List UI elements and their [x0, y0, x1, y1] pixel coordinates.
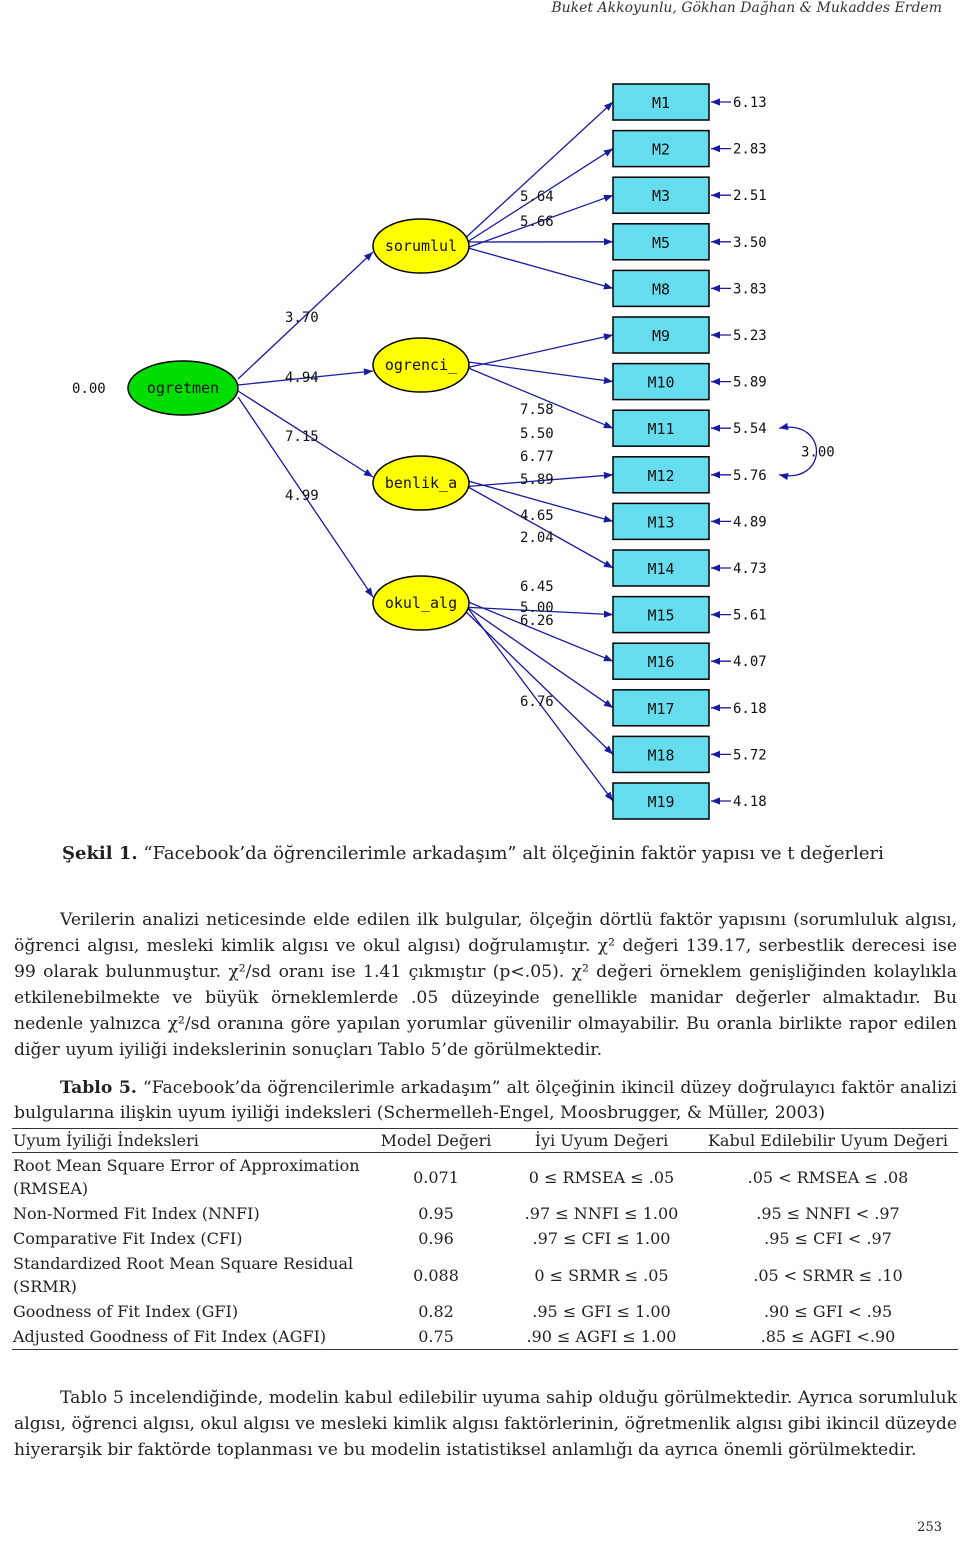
table-cell: Goodness of Fit Index (GFI) — [13, 1302, 239, 1321]
table-row — [12, 1226, 958, 1251]
loading-value: 4.65 — [520, 508, 554, 524]
item-label: M1 — [651, 94, 671, 112]
item-label: M15 — [647, 606, 675, 625]
table-caption-label: Tablo 5. — [60, 1078, 137, 1098]
error-value: 5.61 — [733, 607, 767, 624]
table-cell: 0 ≤ RMSEA ≤ .05 — [528, 1167, 675, 1187]
loading-value: 6.77 — [520, 449, 554, 465]
path-value: 3.70 — [285, 310, 319, 326]
error-value: 4.18 — [733, 794, 767, 810]
item-label: M11 — [647, 420, 675, 439]
table-cell: .05 < RMSEA ≤ .08 — [747, 1167, 909, 1187]
factor-label: okul_alg — [384, 594, 458, 612]
item-label: M19 — [647, 793, 675, 811]
error-value: 3.83 — [733, 281, 767, 298]
header-model-value: Model Değeri — [367, 1129, 505, 1153]
second-order-value: 0.00 — [72, 381, 106, 397]
item-label: M9 — [651, 327, 671, 345]
error-value: 2.83 — [733, 141, 767, 158]
error-value: 5.76 — [733, 467, 767, 484]
loading-value: 5.66 — [520, 214, 554, 230]
table-cell: .90 ≤ GFI < .95 — [763, 1302, 893, 1321]
factor-label: benlik_a — [384, 474, 458, 492]
item-label: M18 — [647, 746, 675, 765]
table-caption — [14, 1076, 957, 1126]
table-row — [12, 1324, 958, 1350]
table-row — [12, 1201, 958, 1226]
error-value: 6.13 — [733, 95, 767, 111]
header-good-fit: İyi Uyum Değeri — [505, 1129, 698, 1153]
table-cell: 0.088 — [413, 1265, 459, 1285]
table-cell: Comparative Fit Index (CFI) — [13, 1229, 243, 1248]
loading-value: 6.45 — [520, 579, 554, 595]
page-number: 253 — [917, 1520, 942, 1535]
item-label: M14 — [647, 560, 675, 578]
paragraph-results: Verilerin analizi neticesinde elde edilen ilk bulgular, ölçeğin dörtlü faktör yapısını (sorumluluk algısı, öğrenci algısı, mesleki kimlik algısı ve okul algısı) doğrulamıştır. χ² değeri 139.17, serbestlik derecesi ise 99 olarak bulunmuştur. χ²/sd oranı ise 1.41 çıkmıştır (p<.05). χ² değeri örneklem genişliğinden kolaylıkla etkilenebilmekte ve büyük örneklemlerde .05 düzeyinde genellikle manidar değerler almaktadır. Bu nedenle yalnızca χ²/sd oranına göre yapılan yorumlar güvenilir olmayabilir. Bu oranla birlikte rapor edilen diğer uyum iyiliği indekslerinin sonuçları Tablo 5’de görülmektedir. — [14, 910, 957, 1060]
figure-caption-text: “Facebook’da öğrencilerimle arkadaşım” alt ölçeğinin faktör yapısı ve t değerleri — [137, 843, 884, 864]
table-cell: .95 ≤ CFI < .97 — [764, 1229, 892, 1248]
path-value: 7.15 — [285, 429, 319, 445]
table-cell: 0.96 — [418, 1229, 454, 1248]
loading-value: 5.89 — [520, 472, 554, 488]
item-label: M2 — [651, 140, 671, 159]
loading-arrow — [461, 483, 613, 568]
fit-index-table — [12, 1128, 958, 1350]
table-cell: .95 ≤ NNFI < .97 — [756, 1204, 900, 1223]
error-value: 4.89 — [733, 514, 767, 531]
table-cell: .85 ≤ AGFI <.90 — [698, 1324, 958, 1350]
error-value: 5.72 — [733, 747, 767, 764]
error-value: 6.18 — [733, 700, 767, 717]
table-cell: 0.82 — [418, 1302, 454, 1321]
loading-arrow — [461, 246, 613, 288]
table-cell: 0.071 — [413, 1167, 459, 1187]
error-value: 4.07 — [733, 654, 767, 671]
table-cell: Adjusted Goodness of Fit Index (AGFI) — [12, 1324, 367, 1350]
error-value: 2.51 — [733, 188, 767, 205]
error-value: 5.89 — [733, 374, 767, 391]
figure-caption-label: Şekil 1. — [62, 843, 138, 864]
table-caption-text: “Facebook’da öğrencilerimle arkadaşım” alt ölçeğinin ikincil düzey doğrulayıcı faktör analizi bulgularına ilişkin uyum iyiliği indeksleri (Schermelleh-Engel, Moosbrugger, & Müller, 2003) — [14, 1078, 957, 1123]
loading-value: 6.26 — [520, 613, 554, 629]
table-row — [12, 1153, 958, 1202]
table-cell: Root Mean Square Error of Approximation (RMSEA) — [13, 1156, 360, 1198]
table-header-row — [12, 1129, 958, 1153]
table-cell: 0 ≤ SRMR ≤ .05 — [534, 1265, 669, 1285]
item-label: M17 — [647, 699, 675, 718]
loading-value: 5.64 — [520, 189, 554, 205]
table-cell: .97 ≤ CFI ≤ 1.00 — [532, 1229, 671, 1248]
table-cell: 0.75 — [367, 1324, 505, 1350]
loading-value: 5.00 — [520, 600, 554, 616]
table-cell: .95 ≤ GFI ≤ 1.00 — [532, 1302, 671, 1321]
item-label: M12 — [647, 466, 675, 485]
factor-label: sorumlul — [384, 237, 458, 255]
table-row — [12, 1299, 958, 1324]
error-value: 3.50 — [733, 234, 767, 251]
error-value: 5.54 — [733, 421, 767, 438]
table-cell: .90 ≤ AGFI ≤ 1.00 — [505, 1324, 698, 1350]
loading-value: 5.50 — [520, 426, 554, 442]
table-cell: Non-Normed Fit Index (NNFI) — [13, 1204, 260, 1223]
item-label: M8 — [651, 280, 671, 299]
running-header: Buket Akkoyunlu, Gökhan Dağhan & Mukaddes Erdem — [551, 0, 942, 16]
item-label: M16 — [647, 653, 675, 672]
table-cell: .05 < SRMR ≤ .10 — [753, 1265, 903, 1285]
header-index: Uyum İyiliği İndeksleri — [12, 1129, 367, 1153]
figure-caption — [62, 843, 884, 864]
loading-value: 7.58 — [520, 402, 554, 418]
error-value: 5.23 — [733, 328, 767, 344]
header-acceptable-fit: Kabul Edilebilir Uyum Değeri — [698, 1129, 958, 1153]
table-cell: .97 ≤ NNFI ≤ 1.00 — [524, 1204, 679, 1223]
covariance-value: 3.00 — [801, 444, 835, 461]
path-value: 4.94 — [285, 370, 319, 386]
error-value: 4.73 — [733, 561, 767, 577]
item-label: M13 — [647, 513, 675, 532]
second-order-label: ogretmen — [146, 379, 220, 397]
factor-label: ogrenci_ — [384, 356, 458, 374]
item-label: M10 — [647, 373, 675, 392]
item-label: M3 — [651, 187, 671, 206]
loading-value: 2.04 — [520, 530, 554, 546]
path-value: 4.99 — [285, 488, 319, 504]
path-diagram — [0, 60, 960, 830]
loading-arrow — [461, 365, 613, 428]
table-row — [12, 1251, 958, 1299]
paragraph-conclusion: Tablo 5 incelendiğinde, modelin kabul edilebilir uyuma sahip olduğu görülmektedir. Ayrıca sorumluluk algısı, öğrenci algısı, okul algısı ve mesleki kimlik algısı faktörlerinin, öğretmenlik algısı gibi ikincil düzeyde hiyerarşik bir faktörde toplanması ve bu modelin istatistiksel anlamlığı da ayrıca önemli görülmektedir. — [14, 1388, 957, 1460]
table-cell: 0.95 — [418, 1204, 454, 1223]
loading-arrow — [461, 361, 613, 382]
item-label: M5 — [651, 233, 671, 252]
loading-value: 6.76 — [520, 694, 554, 710]
table-cell: Standardized Root Mean Square Residual (SRMR) — [13, 1254, 354, 1296]
